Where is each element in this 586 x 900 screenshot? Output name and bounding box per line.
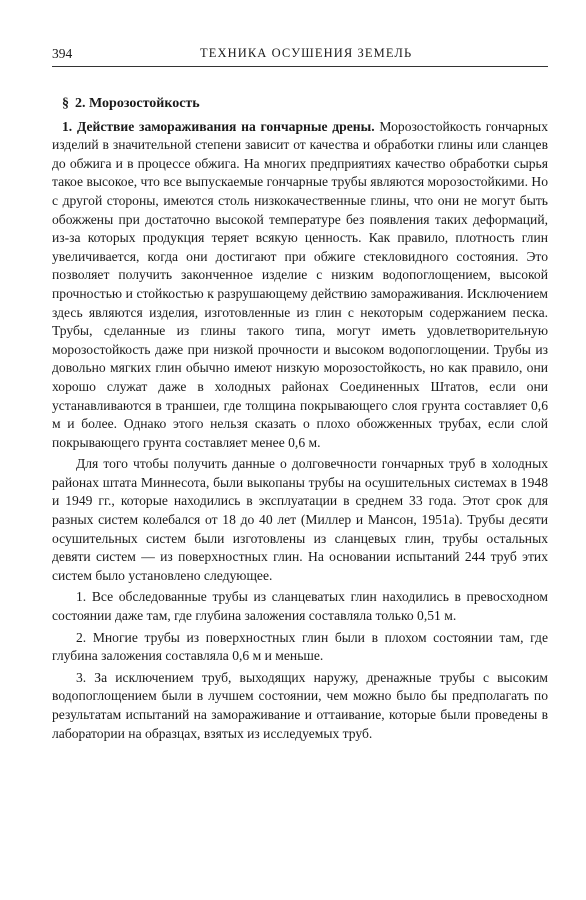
section-symbol: § [62,96,69,111]
paragraph-1-lead: 1. Действие замораживания на гончарные дрены. [62,118,375,134]
header-rule [52,66,548,67]
paragraph-1 [52,118,548,453]
paragraph-1-text: Морозостойкость гончарных изделий в значительной степени зависит от качества и обработки глины или сланцев до обжига и в процессе обжига. На многих предприятиях качество обработки сырья такое высокое, что все выпускаемые гончарные трубы являются морозостойкими. Но с другой стороны, имеются столь низкокачественные глины, что они не могут быть обожжены при достаточно высокой температуре без появления таких деформаций, из-за которых продукция теряет всякую ценность. Как правило, плотность глин увеличивается, когда они достигают при обжиге стекловидного состояния. Это позволяет получить законченное изделие с низким водопоглощением, высокой прочностью и стойкостью к разрушающему действию замораживания. Исключением здесь являются изделия, изготовленные из глин с некоторым содержанием песка. Трубы, сделанные из глины такого типа, могут иметь удовлетворительную морозостойкость даже при низкой прочности и высоком водопоглощении. Трубы из довольно мягких глин обычно имеют низкую морозостойкость, но как правило, они хорошо служат даже в холодных районах Соединенных Штатов, если они устанавливаются в траншеи, где толщина покрывающего слоя грунта составляет 0,6 м и более. Однако этого нельзя сказать о плохо обожженных трубах, если слой покрывающего грунта составляет менее 0,6 м. [52,118,548,450]
finding-2: 2. Многие трубы из поверхностных глин были в плохом состоянии там, где глубина заложения составляла 0,6 м и меньше. [52,629,548,664]
page-body [52,95,548,743]
page-header [52,44,548,68]
finding-3: 3. За исключением труб, выходящих наружу, дренажные трубы с высоким водопоглощением были в лучшем состоянии, чем можно было бы предполагать по результатам испытаний на замораживание и оттаивание, которые были проведены в лаборатории на образцах, взятых из исследуемых труб. [52,669,548,741]
section-heading [62,95,548,114]
page-number: 394 [52,46,73,61]
finding-1: 1. Все обследованные трубы из сланцеватых глин находились в превосходном состоянии даже там, где глубина заложения составляла только 0,51 м. [52,589,548,624]
paragraph-2: Для того чтобы получить данные о долговечности гончарных труб в холодных районах штата Миннесота, были выкопаны трубы на осушительных системах в 1948 и 1949 гг., которые находились в эксплуатации в среднем 33 года. Этот срок для разных систем колебался от 18 до 40 лет (Миллер и Мансон, 1951а). Трубы десяти осушительных систем были изготовлены из сланцевых глин, трубы остальных девяти систем — из поверхностных глин. На основании испытаний 244 труб этих систем было установлено следующее. [52,456,548,583]
running-title: ТЕХНИКА ОСУШЕНИЯ ЗЕМЕЛЬ [200,46,413,60]
section-title: 2. Морозостойкость [75,96,200,111]
